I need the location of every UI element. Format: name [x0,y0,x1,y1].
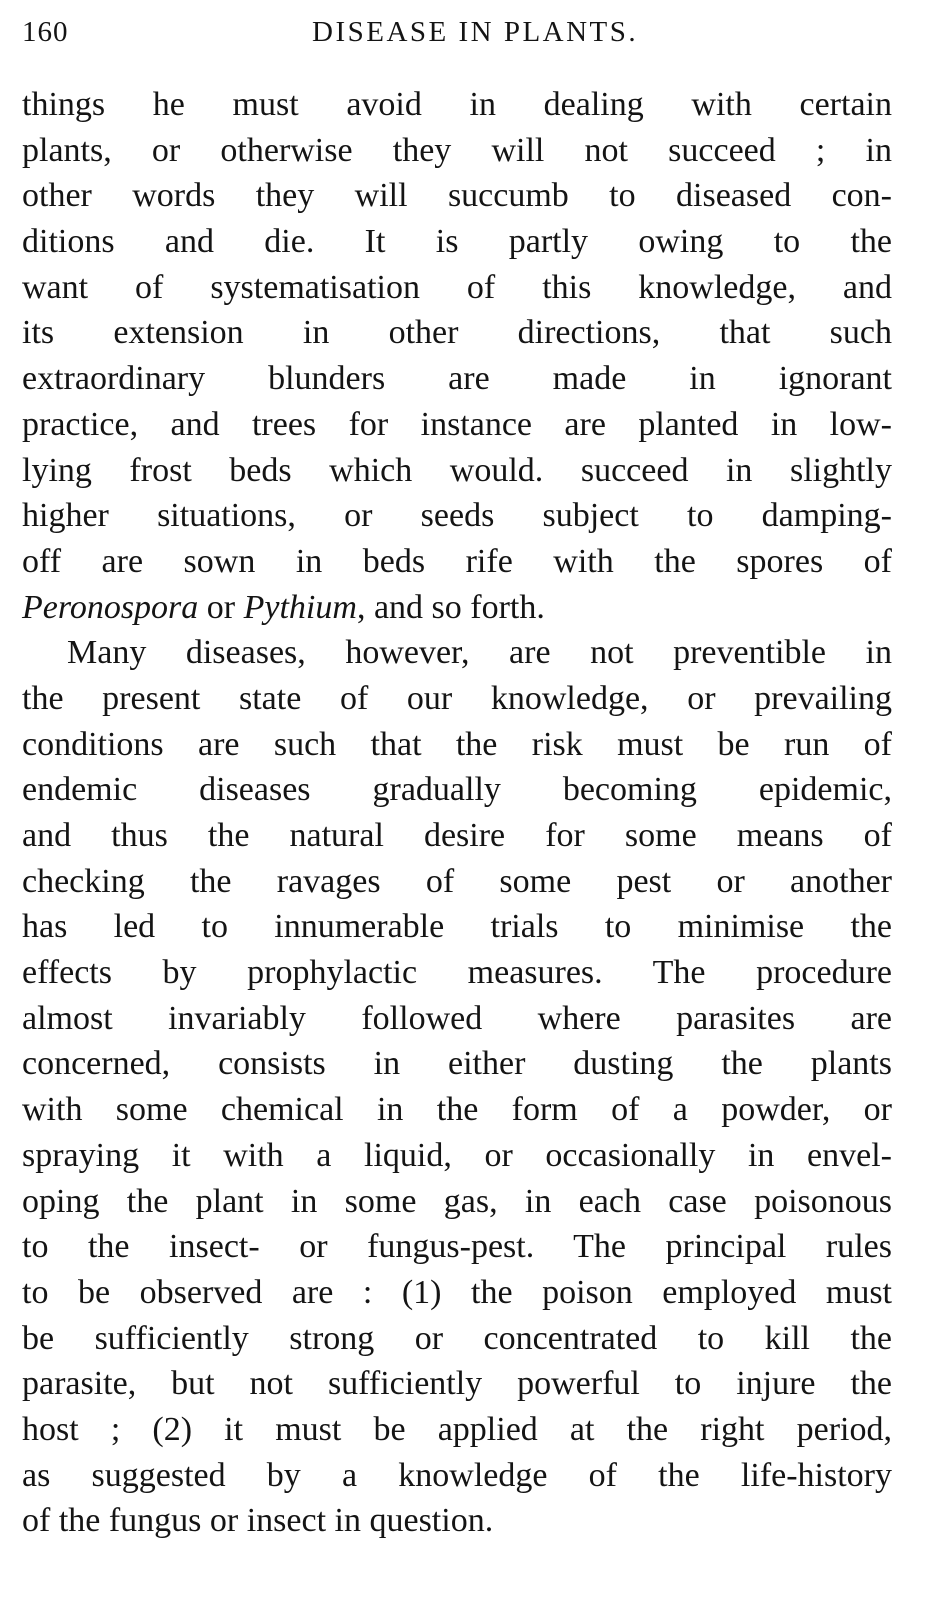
italic-genus-name: Pythium [243,588,357,626]
text-line: the present state of our knowledge, or prevailing [22,679,892,717]
paragraph-1 [22,82,892,630]
text-line: ditions and die. It is partly owing to the [22,223,892,261]
text-line: almost invariably followed where parasites are [22,999,892,1037]
text-line: lying frost beds which would. succeed in slightly [22,451,892,489]
text-line: extraordinary blunders are made in ignorant [22,360,892,398]
text-line: parasite, but not sufficiently powerful to injure the [22,1365,892,1403]
text-line: things he must avoid in dealing with certain [22,86,892,123]
text-line: other words they will succumb to diseased con- [22,177,892,215]
text-line: be sufficiently strong or concentrated to kill the [22,1319,892,1357]
text-fragment: , and so forth. [356,588,545,626]
text-line: to be observed are : (1) the poison employed must [22,1273,892,1311]
text-line: off are sown in beds rife with the spores of [22,542,892,580]
text-line: host ; (2) it must be applied at the right period, [22,1410,892,1448]
text-line: to the insect- or fungus-pest. The principal rules [22,1228,892,1266]
text-line: plants, or otherwise they will not succeed ; in [22,131,892,169]
text-fragment: or [198,588,244,626]
text-line: has led to innumerable trials to minimise the [22,908,892,946]
text-line: want of systematisation of this knowledge, and [22,268,892,306]
italic-genus-name: Peronospora [22,588,199,626]
text-line: oping the plant in some gas, in each case poisonous [22,1182,892,1220]
text-line: its extension in other directions, that such [22,314,892,352]
text-line: with some chemical in the form of a powder, or [22,1091,892,1129]
text-line: checking the ravages of some pest or another [22,862,892,900]
text-line: spraying it with a liquid, or occasionally in envel- [22,1136,892,1174]
text-line-last: of the fungus or insect in question. [22,1502,494,1540]
text-line-last [22,585,892,631]
paragraph-2 [22,630,892,1544]
running-title: DISEASE IN PLANTS. [312,16,639,48]
body-text [22,82,892,1544]
text-line: practice, and trees for instance are planted in low- [22,405,892,443]
text-line: higher situations, or seeds subject to damping- [22,497,892,535]
text-line-first: Many diseases, however, are not preventible in [67,634,892,672]
text-line: endemic diseases gradually becoming epidemic, [22,771,892,809]
page-number: 160 [22,16,69,48]
running-head [22,16,892,56]
text-line: concerned, consists in either dusting the plants [22,1045,892,1083]
text-line: conditions are such that the risk must be run of [22,725,892,763]
text-line: and thus the natural desire for some means of [22,817,892,854]
text-line: effects by prophylactic measures. The procedure [22,954,892,992]
text-line: as suggested by a knowledge of the life-history [22,1456,892,1494]
